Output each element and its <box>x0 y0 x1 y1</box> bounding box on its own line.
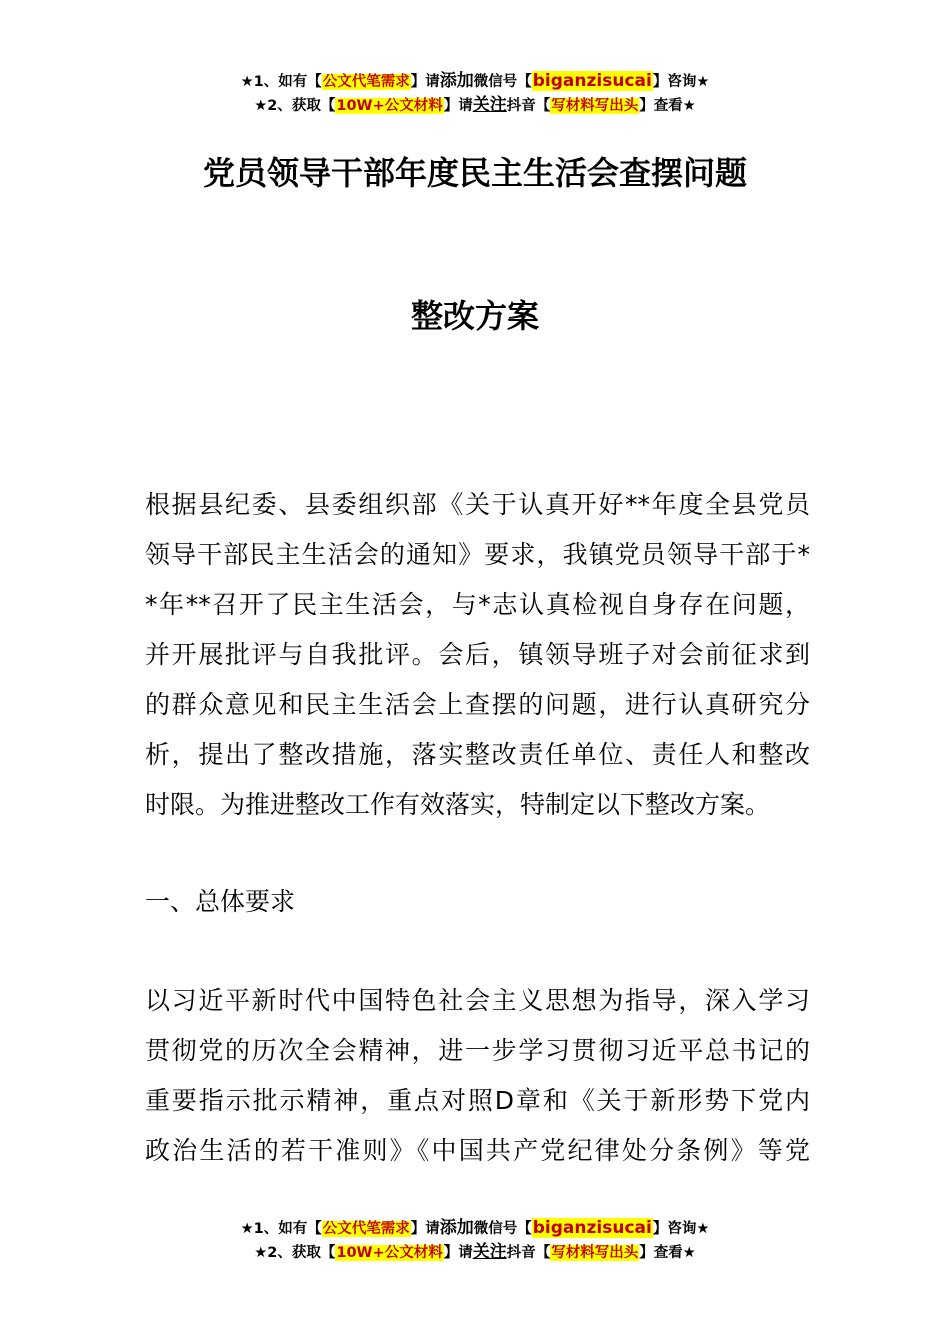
banner-highlight: 公文代笔需求 <box>322 74 410 90</box>
banner-emphasis: 关注 <box>472 95 507 115</box>
paragraph-line: *年**召开了民主生活会，与*志认真检视自身存在问题， <box>145 590 810 619</box>
paragraph-line: 时限。为推进整改工作有效落实，特制定以下整改方案。 <box>145 790 771 819</box>
banner-highlight: 10W+公文材料 <box>336 1245 443 1261</box>
banner-emphasis: 添加 <box>439 71 474 91</box>
banner-wechat-id: biganzisucai <box>532 1218 652 1238</box>
banner-text: ★1、如有【 <box>240 1221 322 1237</box>
banner-highlight: 公文代笔需求 <box>322 1221 410 1237</box>
section-paragraph <box>145 976 810 1176</box>
banner-text: 】请 <box>410 1221 440 1237</box>
banner-emphasis: 关注 <box>472 1242 507 1262</box>
paragraph-line: 并开展批评与自我批评。会后，镇领导班子对会前征求到 <box>145 640 810 669</box>
banner-text: 】请 <box>443 98 473 114</box>
paragraph-line: 领导干部民主生活会的通知》要求，我镇党员领导干部于* <box>145 540 810 569</box>
paragraph-line: 贯彻党的历次全会精神，进一步学习贯彻习近平总书记的 <box>145 1036 810 1065</box>
section-heading-text: 一、总体要求 <box>145 887 296 916</box>
banner-text: ★1、如有【 <box>240 74 322 90</box>
paragraph-line: 重要指示批示精神，重点对照D章和《关于新形势下党内 <box>145 1086 810 1115</box>
banner-line-2 <box>0 1241 950 1265</box>
banner-highlight: 写材料写出头 <box>551 1245 639 1261</box>
banner-text: 】咨询★ <box>652 74 710 90</box>
banner-highlight: 写材料写出头 <box>551 98 639 114</box>
paragraph-line: 析，提出了整改措施，落实整改责任单位、责任人和整改 <box>145 740 810 769</box>
banner-emphasis: 添加 <box>439 1218 474 1238</box>
header-banner <box>0 70 950 118</box>
banner-highlight: 10W+公文材料 <box>336 98 443 114</box>
banner-text: 抖音【 <box>506 1245 551 1261</box>
banner-text: ★2、获取【 <box>254 1245 336 1261</box>
banner-text: 】查看★ <box>639 98 696 114</box>
section-heading <box>145 877 810 927</box>
paragraph-line: 以习近平新时代中国特色社会主义思想为指导，深入学习 <box>145 986 810 1015</box>
banner-line-1 <box>0 70 950 94</box>
page-subtitle: 整改方案 <box>410 297 539 335</box>
banner-line-2 <box>0 94 950 118</box>
banner-wechat-id: biganzisucai <box>532 71 652 91</box>
banner-text: 】咨询★ <box>652 1221 710 1237</box>
banner-text: 微信号【 <box>473 1221 532 1237</box>
footer-banner <box>0 1217 950 1265</box>
banner-text: ★2、获取【 <box>254 98 336 114</box>
banner-text: 】查看★ <box>639 1245 696 1261</box>
intro-paragraph <box>145 480 810 830</box>
banner-text: 】请 <box>410 74 440 90</box>
banner-line-1 <box>0 1217 950 1241</box>
banner-text: 】请 <box>443 1245 473 1261</box>
paragraph-line: 根据县纪委、县委组织部《关于认真开好**年度全县党员 <box>145 490 810 519</box>
paragraph-line: 的群众意见和民主生活会上查摆的问题，进行认真研究分 <box>145 690 810 719</box>
page-title: 党员领导干部年度民主生活会查摆问题 <box>202 154 747 192</box>
paragraph-line: 政治生活的若干准则》《中国共产党纪律处分条例》等党 <box>145 1136 810 1165</box>
banner-text: 微信号【 <box>473 74 532 90</box>
banner-text: 抖音【 <box>506 98 551 114</box>
